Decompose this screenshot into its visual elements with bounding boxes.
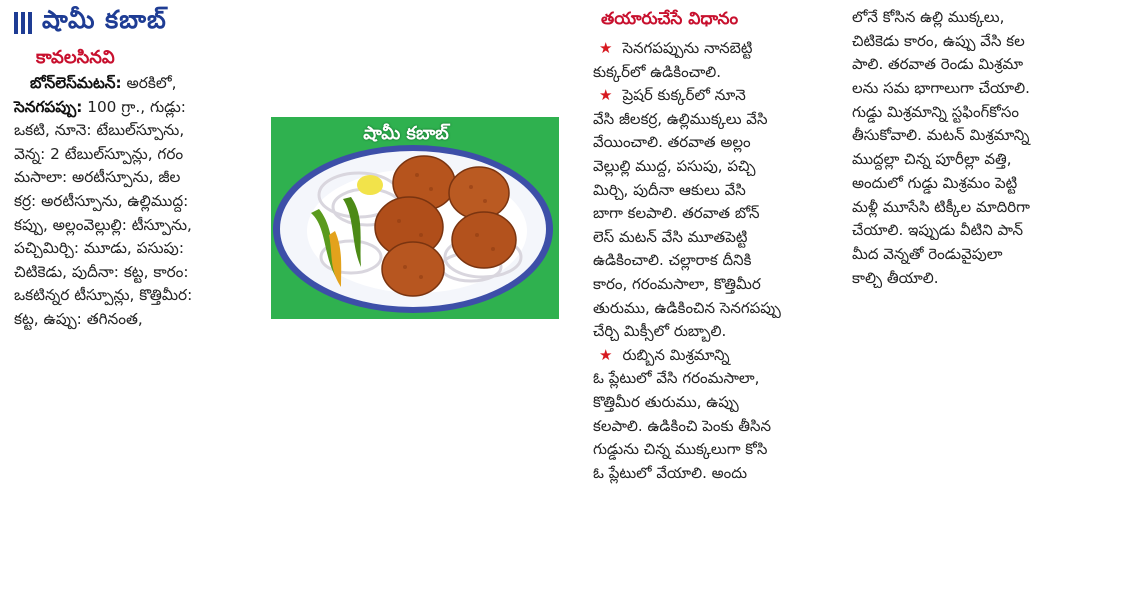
method-line: తీసుకోవాలి. మటన్ మిశ్రమాన్ని bbox=[852, 126, 1030, 145]
method-line: పాలి. తరవాత రెండు మిశ్రమా bbox=[852, 55, 1024, 74]
method-line bbox=[593, 61, 839, 85]
method-text: మిర్చి, పుదీనా ఆకులు వేసి bbox=[593, 180, 746, 199]
method-text: సెనగపప్పును నానబెట్టి bbox=[622, 39, 753, 57]
ingredient-text: చిటికెడు, పుదీనా: కట్ట, కారం: bbox=[14, 262, 189, 281]
method-text: గుడ్డును చిన్న ముక్కలుగా కోసి bbox=[593, 440, 768, 459]
method-text: కలపాలి. ఉడికించి పెంకు తీసిన bbox=[593, 416, 772, 435]
method-line bbox=[593, 202, 839, 226]
method-line bbox=[593, 273, 839, 297]
method-line bbox=[593, 415, 839, 439]
method-step-start bbox=[593, 84, 839, 108]
method-line bbox=[593, 462, 839, 486]
ingredient-line bbox=[14, 143, 262, 167]
method-line: మళ్లీ మూసేసి టిక్కీల మాదిరిగా bbox=[852, 197, 1030, 216]
star-icon: ★ bbox=[599, 39, 613, 57]
method-line: చేయాలి. ఇప్పుడు వీటిని పాన్ bbox=[852, 221, 1023, 240]
method-text: కొత్తిమీర తురుము, ఉప్పు bbox=[593, 392, 739, 411]
photo-caption: షామీ కబాబ్ bbox=[363, 123, 449, 144]
ingredient-line bbox=[14, 190, 262, 214]
title-bar bbox=[14, 6, 167, 40]
method-text: వేసి జీలకర్ర, ఉల్లిముక్కలు వేసి bbox=[593, 109, 768, 128]
method-column-1 bbox=[593, 37, 839, 485]
method-text: ఓ ప్లేటులో వేయాలి. అందు bbox=[593, 463, 748, 482]
method-line: లను సమ భాగాలుగా చేయాలి. bbox=[852, 79, 1030, 98]
ingredient-line bbox=[14, 119, 262, 143]
ingredient-text: ఒకటిన్నర టీస్పూన్లు, కొత్తిమీర: bbox=[14, 286, 193, 305]
method-step-start bbox=[593, 37, 839, 61]
method-line bbox=[593, 249, 839, 273]
ingredient-name: బోన్‌లెస్‌మటన్: bbox=[30, 74, 122, 92]
method-line bbox=[593, 391, 839, 415]
recipe-title: షామీ కబాబ్ bbox=[42, 5, 167, 34]
method-line: లోనే కోసిన ఉల్లి ముక్కలు, bbox=[852, 8, 1005, 26]
ingredient-text: ఒకటి, నూనె: టేబుల్‌స్పూను, bbox=[14, 121, 185, 140]
method-column-2 bbox=[852, 6, 1114, 290]
ingredient-text: 100 గ్రా., గుడ్లు: bbox=[82, 97, 186, 116]
method-line bbox=[593, 320, 839, 344]
method-text: ప్రెషర్ కుక్కర్‌లో నూనె bbox=[622, 86, 746, 105]
star-icon: ★ bbox=[599, 86, 613, 105]
method-text: తురుము, ఉడికించిన సెనగపప్పు bbox=[593, 298, 781, 317]
method-line bbox=[593, 367, 839, 391]
method-heading: తయారుచేసే విధానం bbox=[601, 9, 739, 29]
ingredients-heading: కావలసినవి bbox=[36, 47, 115, 68]
method-line: అందులో గుడ్డు మిశ్రమం పెట్టి bbox=[852, 173, 1018, 192]
method-text: రుబ్బిన మిశ్రమాన్ని bbox=[622, 345, 730, 364]
ingredient-name: సెనగపప్పు: bbox=[14, 97, 83, 116]
ingredient-line bbox=[14, 308, 262, 332]
method-step-start bbox=[593, 344, 839, 368]
kebab-photo bbox=[271, 117, 559, 319]
ingredients-section bbox=[14, 44, 262, 332]
ingredients-list bbox=[14, 72, 262, 332]
ingredient-line bbox=[14, 214, 262, 238]
ingredient-line bbox=[14, 284, 262, 308]
ingredient-text: వెన్న: 2 టేబుల్‌స్పూన్లు, గరం bbox=[14, 144, 184, 163]
ingredient-text: కప్పు, అల్లంవెల్లుల్లి: టీస్పూను, bbox=[14, 215, 192, 234]
method-line: చిటికెడు కారం, ఉప్పు వేసి కల bbox=[852, 31, 1025, 50]
method-text: కుక్కర్‌లో ఉడికించాలి. bbox=[593, 62, 722, 81]
method-section bbox=[593, 6, 839, 485]
method-line bbox=[593, 155, 839, 179]
method-text: ఓ ప్లేటులో వేసి గరంమసాలా, bbox=[593, 369, 760, 388]
method-text: ఉడికించాలి. చల్లారాక దీనికి bbox=[593, 251, 752, 270]
kebab-plate-illustration bbox=[271, 117, 559, 319]
ingredient-line bbox=[14, 96, 262, 120]
star-icon: ★ bbox=[599, 345, 613, 364]
method-line: కాల్చి తీయాలి. bbox=[852, 268, 939, 287]
method-line bbox=[593, 131, 839, 155]
method-line bbox=[593, 226, 839, 250]
method-line bbox=[593, 438, 839, 462]
method-line bbox=[593, 108, 839, 132]
method-line: మీద వెన్నతో రెండువైపులా bbox=[852, 244, 1003, 263]
method-line bbox=[593, 179, 839, 203]
method-text: వేయించాలి. తరవాత అల్లం bbox=[593, 133, 751, 152]
method-text: చేర్చి మిక్సీలో రుబ్బాలి. bbox=[593, 322, 727, 341]
method-line: ముద్దల్లా చిన్న పూరీల్లా వత్తి, bbox=[852, 150, 1012, 169]
method-text: లెస్ మటన్ వేసి మూతపెట్టి bbox=[593, 227, 748, 246]
ingredient-line bbox=[14, 166, 262, 190]
method-text: బాగా కలపాలి. తరవాత బోన్ bbox=[593, 204, 760, 223]
ingredient-line bbox=[14, 261, 262, 285]
ingredient-text: పచ్చిమిర్చి: మూడు, పసుపు: bbox=[14, 239, 184, 258]
ingredient-text: కట్ట, ఉప్పు: తగినంత, bbox=[14, 309, 143, 328]
ingredient-text: అరకిలో, bbox=[121, 74, 177, 92]
method-line: గుడ్డు మిశ్రమాన్ని స్టఫింగ్‌కోసం bbox=[852, 102, 1020, 121]
ingredient-text: మసాలా: అరటీస్పూను, జీల bbox=[14, 168, 181, 187]
method-text: కారం, గరంమసాలా, కొత్తిమీర bbox=[593, 274, 761, 293]
ingredient-text: కర్ర: అరటీస్పూను, ఉల్లిముద్ద: bbox=[14, 191, 189, 210]
bars-icon bbox=[14, 12, 32, 34]
ingredient-line bbox=[14, 237, 262, 261]
method-text: వెల్లుల్లి ముద్ద, పసుపు, పచ్చి bbox=[593, 156, 756, 175]
method-continued-section bbox=[852, 6, 1114, 290]
method-line bbox=[593, 297, 839, 321]
ingredient-line bbox=[14, 72, 262, 96]
